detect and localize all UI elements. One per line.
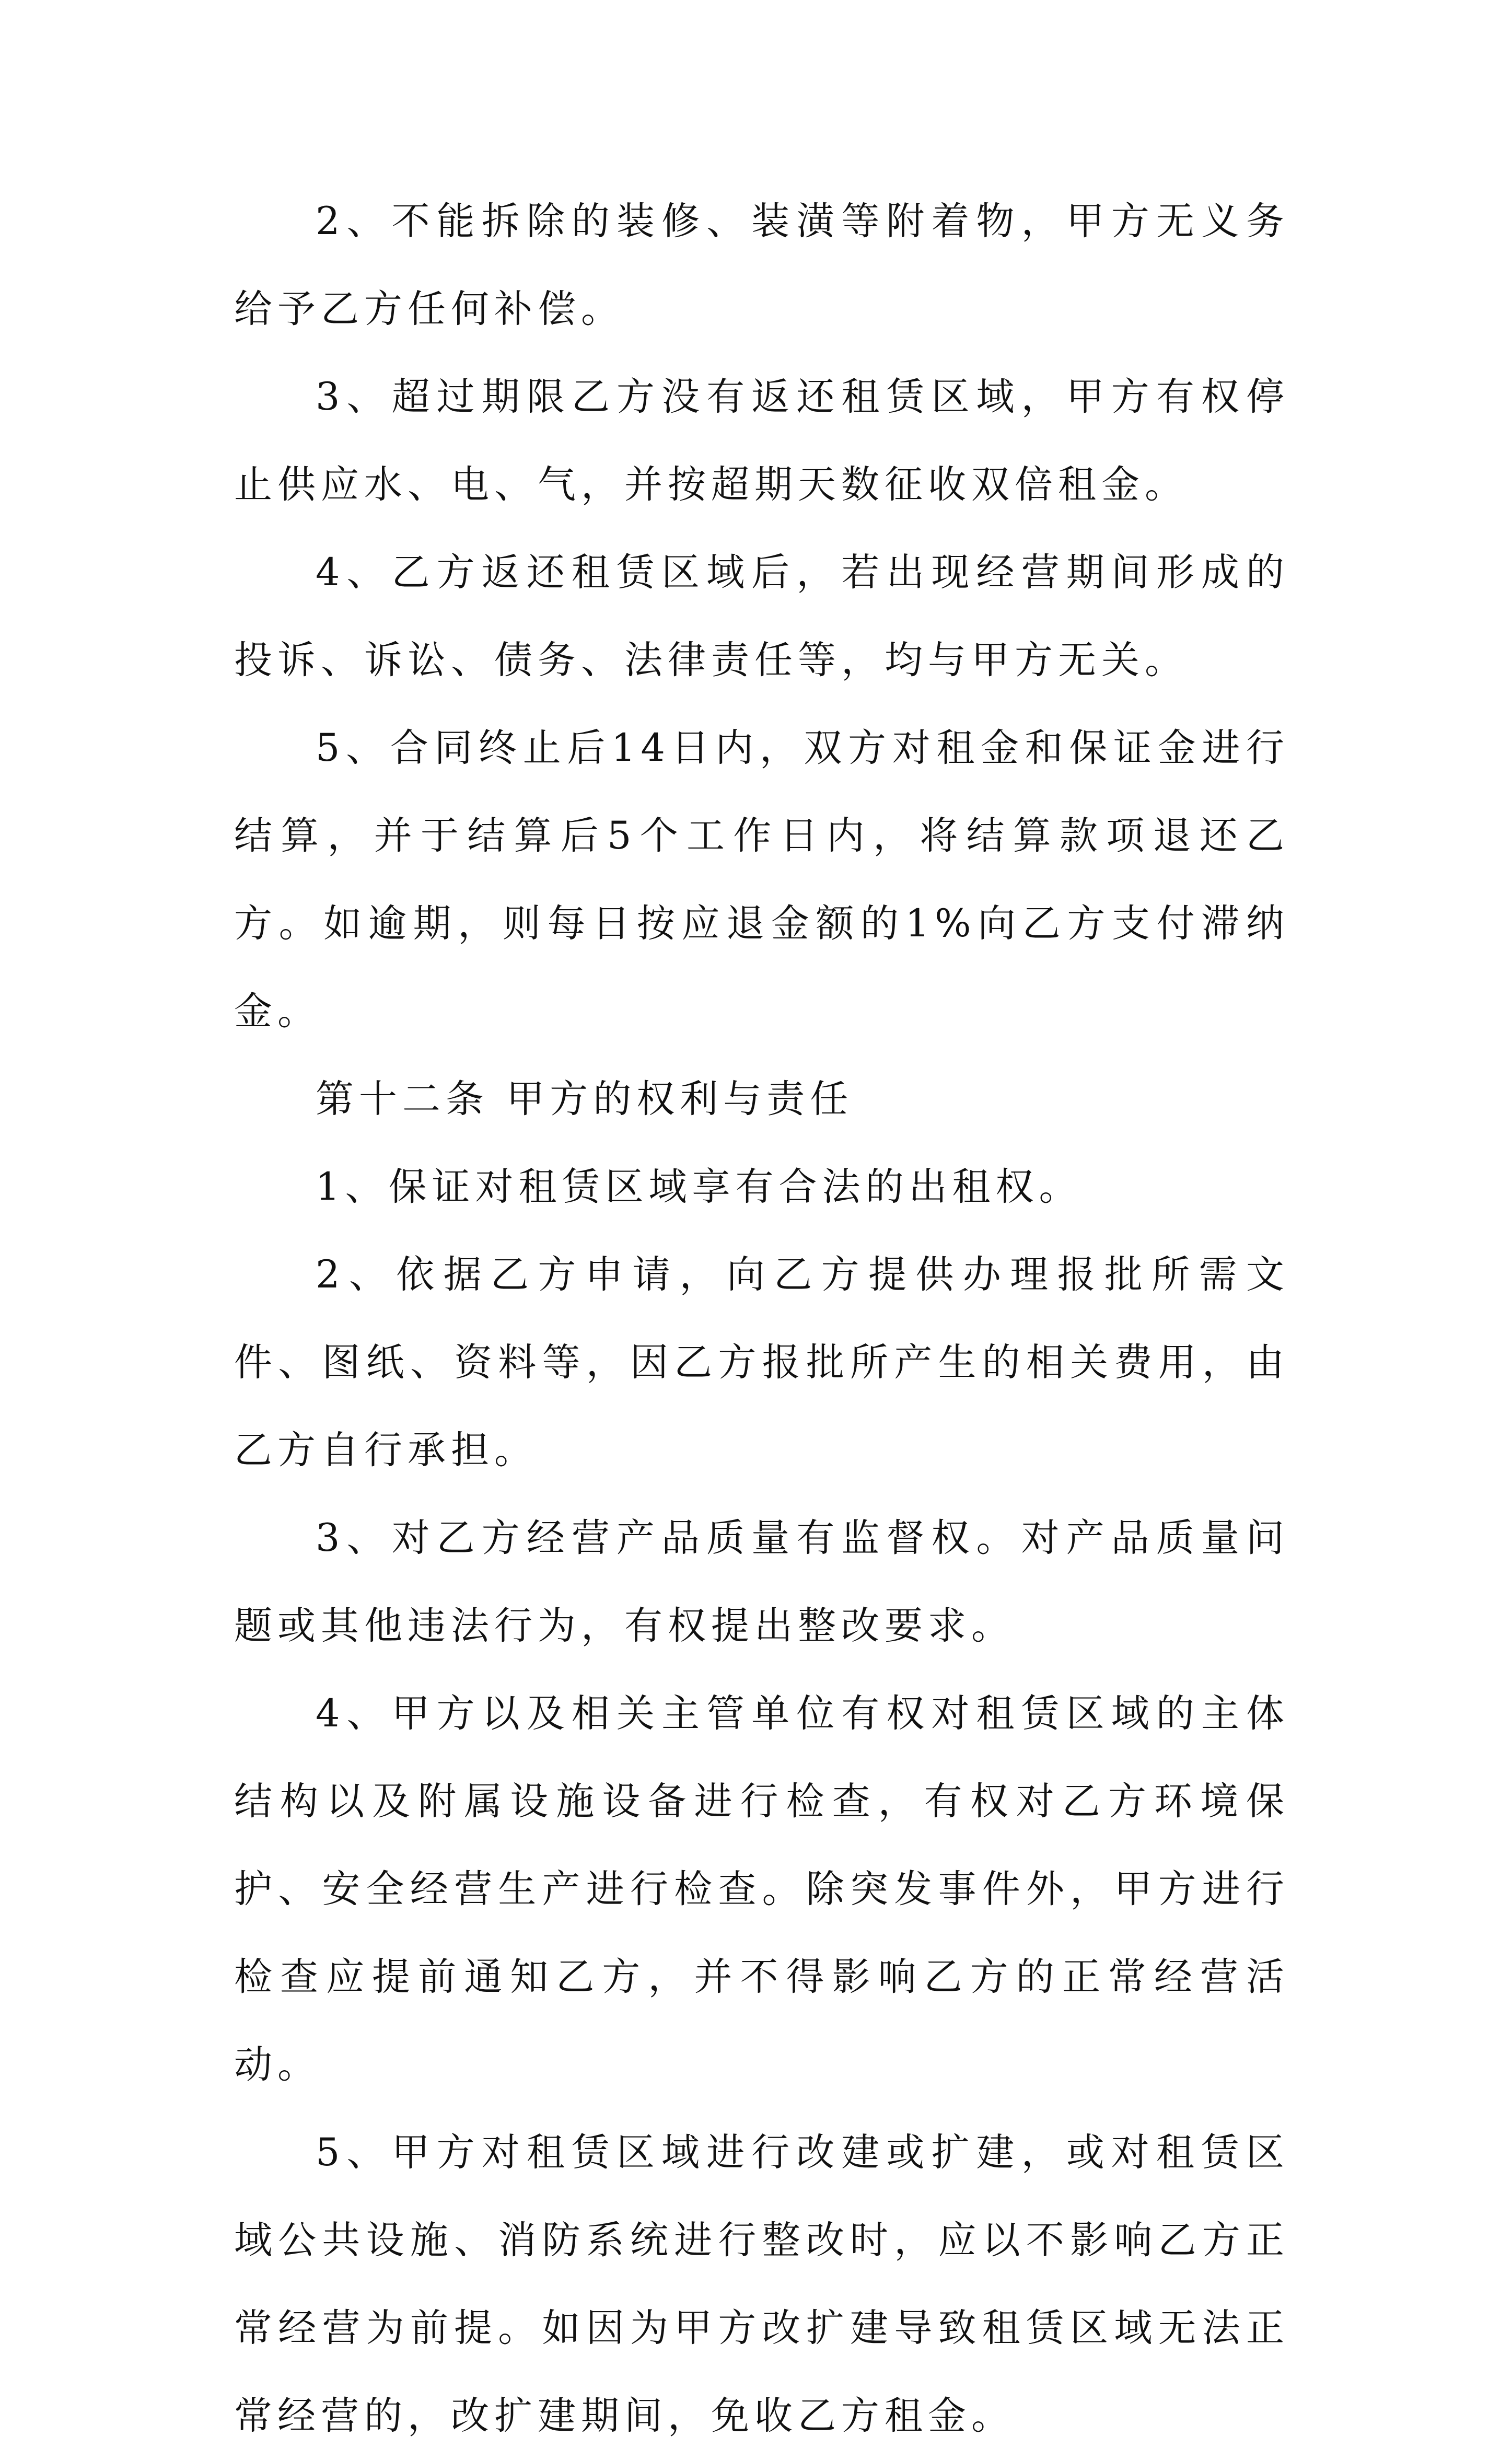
paragraph-clause-11-item-5: 5、合同终止后14日内，双方对租金和保证金进行结算，并于结算后5个工作日内，将结算款项退还乙方。如逾期，则每日按应退金额的1%向乙方支付滞纳金。 xyxy=(234,726,1289,1034)
paragraph-clause-12-item-1: 1、保证对租赁区域享有合法的出租权。 xyxy=(316,1165,1083,1209)
paragraph-clause-12-item-5: 5、甲方对租赁区域进行改建或扩建，或对租赁区域公共设施、消防系统进行整改时，应以不影响乙方正常经营为前提。如因为甲方改扩建导致租赁区域无法正常经营的，改扩建期间，免收乙方租金。 xyxy=(234,2130,1289,2438)
paragraph-clause-12-item-3: 3、对乙方经营产品质量有监督权。对产品质量问题或其他违法行为，有权提出整改要求。 xyxy=(234,1516,1289,1648)
document-body xyxy=(234,178,1289,2460)
paragraph-clause-11-item-3: 3、超过期限乙方没有返还租赁区域，甲方有权停止供应水、电、气，并按超期天数征收双倍租金。 xyxy=(234,375,1289,507)
section-heading: 第十二条 甲方的权利与责任 xyxy=(316,1077,854,1121)
paragraph-clause-12-item-2: 2、依据乙方申请，向乙方提供办理报批所需文件、图纸、资料等，因乙方报批所产生的相关费用，由乙方自行承担。 xyxy=(234,1252,1289,1472)
paragraph-clause-12-item-4: 4、甲方以及相关主管单位有权对租赁区域的主体结构以及附属设施设备进行检查，有权对乙方环境保护、安全经营生产进行检查。除突发事件外，甲方进行检查应提前通知乙方，并不得影响乙方的正常经营活动。 xyxy=(234,1691,1289,2087)
paragraph-clause-11-item-2: 2、不能拆除的装修、装潢等附着物，甲方无义务给予乙方任何补偿。 xyxy=(234,199,1289,331)
paragraph-clause-11-item-4: 4、乙方返还租赁区域后，若出现经营期间形成的投诉、诉讼、债务、法律责任等，均与甲方无关。 xyxy=(234,550,1289,682)
